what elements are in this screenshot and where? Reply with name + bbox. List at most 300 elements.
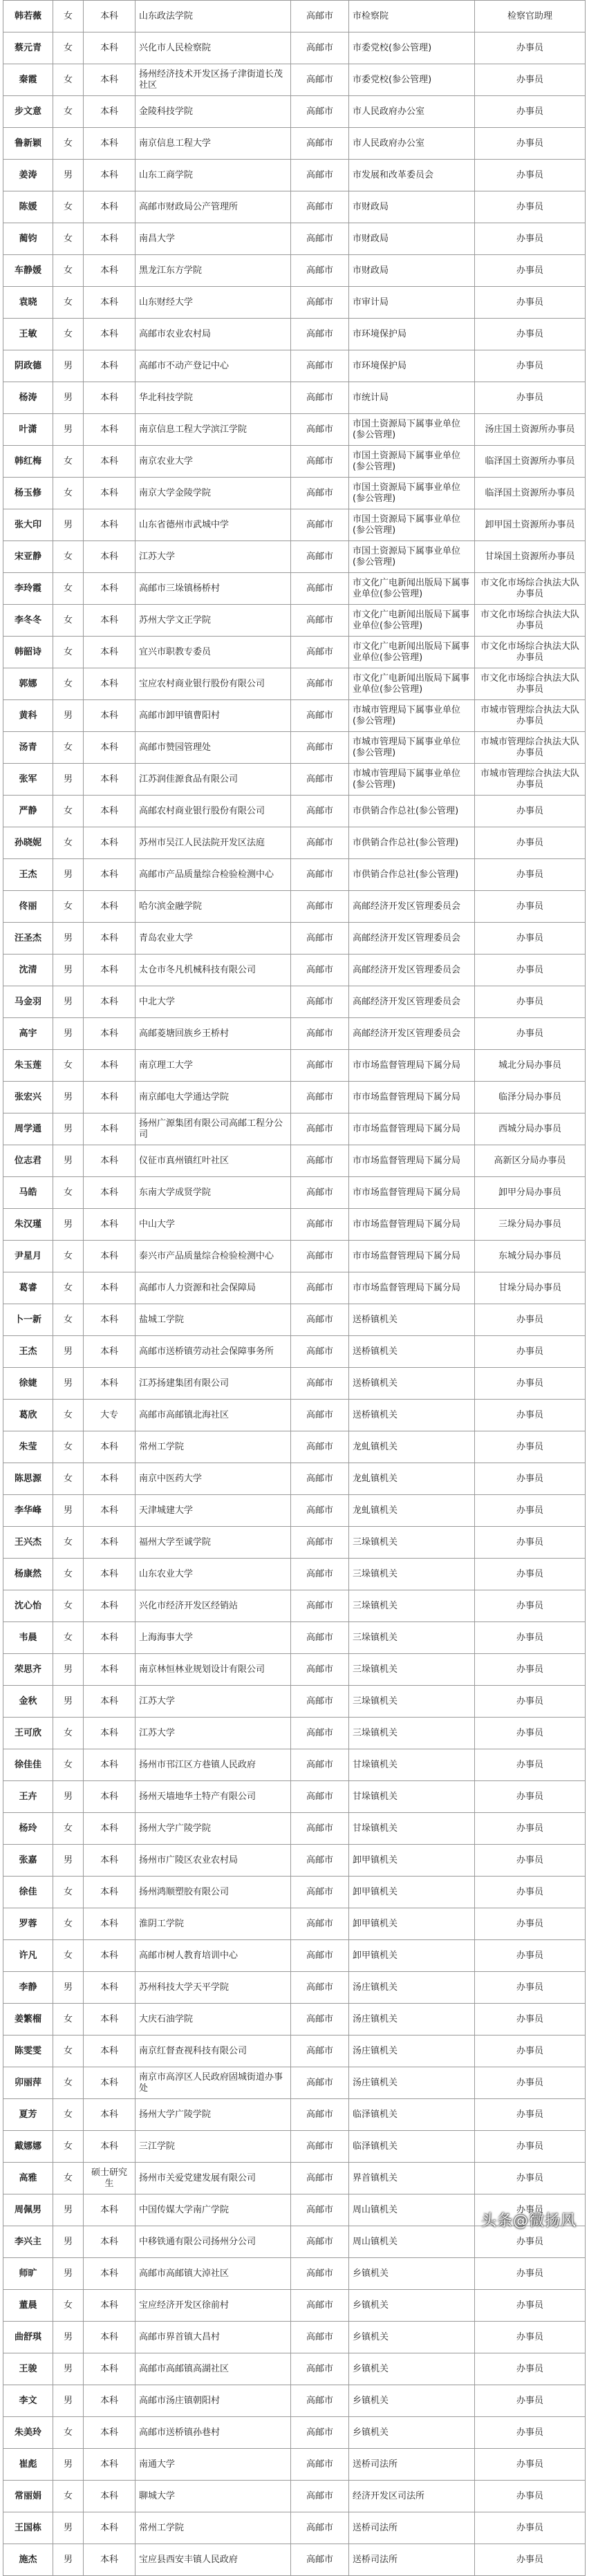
gender-cell: 男 (53, 2258, 84, 2290)
position-cell: 市文化市场综合执法大队办事员 (475, 605, 586, 637)
gender-cell: 女 (53, 255, 84, 287)
table-row (3, 96, 586, 128)
table-row (3, 414, 586, 446)
name-cell: 金秋 (3, 1686, 53, 1718)
gender-cell: 女 (53, 2131, 84, 2163)
employer-cell: 苏州大学文正学院 (135, 605, 291, 637)
education-cell: 本科 (84, 923, 135, 955)
gender-cell: 女 (53, 2036, 84, 2067)
table-row (3, 1686, 586, 1718)
education-cell: 本科 (84, 1113, 135, 1145)
education-cell: 本科 (84, 1368, 135, 1400)
position-cell: 办事员 (475, 1431, 586, 1463)
education-cell: 本科 (84, 2004, 135, 2036)
employer-cell: 常州工学院 (135, 1431, 291, 1463)
table-row (3, 1718, 586, 1749)
education-cell: 本科 (84, 955, 135, 986)
education-cell: 本科 (84, 509, 135, 541)
table-row (3, 446, 586, 478)
name-cell: 宋亚静 (3, 541, 53, 573)
gender-cell: 女 (53, 891, 84, 923)
city-cell: 高邮市 (291, 1718, 349, 1749)
education-cell: 本科 (84, 1495, 135, 1527)
department-cell: 市城市管理局下属事业单位(参公管理) (349, 764, 475, 796)
department-cell: 市委党校(参公管理) (349, 32, 475, 64)
education-cell: 本科 (84, 1908, 135, 1940)
education-cell: 硕士研究生 (84, 2163, 135, 2194)
city-cell: 高邮市 (291, 859, 349, 891)
department-cell: 市检察院 (349, 1, 475, 32)
education-cell: 本科 (84, 1018, 135, 1050)
department-cell: 市市场监督管理局下属分局 (349, 1209, 475, 1241)
table-row (3, 955, 586, 986)
name-cell: 阴政德 (3, 350, 53, 382)
gender-cell: 男 (53, 1336, 84, 1368)
education-cell: 本科 (84, 414, 135, 446)
name-cell: 汤青 (3, 732, 53, 764)
gender-cell: 男 (53, 1145, 84, 1177)
education-cell: 本科 (84, 350, 135, 382)
name-cell: 韩若薇 (3, 1, 53, 32)
name-cell: 师旷 (3, 2258, 53, 2290)
gender-cell: 女 (53, 1718, 84, 1749)
education-cell: 本科 (84, 732, 135, 764)
education-cell: 本科 (84, 796, 135, 827)
name-cell: 高宇 (3, 1018, 53, 1050)
city-cell: 高邮市 (291, 796, 349, 827)
name-cell: 陈雯雯 (3, 2036, 53, 2067)
position-cell: 办事员 (475, 827, 586, 859)
city-cell: 高邮市 (291, 891, 349, 923)
city-cell: 高邮市 (291, 668, 349, 700)
table-row (3, 859, 586, 891)
department-cell: 三垛镇机关 (349, 1622, 475, 1654)
city-cell: 高邮市 (291, 1622, 349, 1654)
city-cell: 高邮市 (291, 2417, 349, 2449)
position-cell: 办事员 (475, 859, 586, 891)
employer-cell: 宜兴市职教专委员 (135, 637, 291, 668)
department-cell: 界首镇机关 (349, 2163, 475, 2194)
table-row (3, 541, 586, 573)
department-cell: 卸甲镇机关 (349, 1845, 475, 1877)
gender-cell: 男 (53, 382, 84, 414)
education-cell: 本科 (84, 2258, 135, 2290)
employer-cell: 南京大学金陵学院 (135, 478, 291, 509)
gender-cell: 男 (53, 2194, 84, 2226)
department-cell: 卸甲镇机关 (349, 1908, 475, 1940)
gender-cell: 女 (53, 1527, 84, 1559)
name-cell: 朱美玲 (3, 2417, 53, 2449)
city-cell: 高邮市 (291, 32, 349, 64)
table-row (3, 891, 586, 923)
position-cell: 办事员 (475, 796, 586, 827)
education-cell: 本科 (84, 2481, 135, 2512)
employer-cell: 宝应农村商业银行股份有限公司 (135, 668, 291, 700)
table-row (3, 1431, 586, 1463)
employer-cell: 山东省德州市武城中学 (135, 509, 291, 541)
gender-cell: 女 (53, 2067, 84, 2099)
position-cell: 卸甲国土资源所办事员 (475, 509, 586, 541)
department-cell: 乡镇机关 (349, 2290, 475, 2322)
table-row (3, 1590, 586, 1622)
name-cell: 李兴主 (3, 2226, 53, 2258)
city-cell: 高邮市 (291, 1781, 349, 1813)
city-cell: 高邮市 (291, 986, 349, 1018)
table-row (3, 255, 586, 287)
department-cell: 三垛镇机关 (349, 1527, 475, 1559)
position-cell: 办事员 (475, 891, 586, 923)
table-row (3, 2322, 586, 2353)
table-row (3, 1209, 586, 1241)
gender-cell: 女 (53, 1050, 84, 1082)
gender-cell: 男 (53, 1495, 84, 1527)
gender-cell: 女 (53, 191, 84, 223)
position-cell: 办事员 (475, 1877, 586, 1908)
position-cell: 办事员 (475, 2512, 586, 2544)
name-cell: 施杰 (3, 2544, 53, 2576)
table-row (3, 637, 586, 668)
employer-cell: 苏州市吴江人民法院开发区法庭 (135, 827, 291, 859)
city-cell: 高邮市 (291, 1336, 349, 1368)
city-cell: 高邮市 (291, 1209, 349, 1241)
name-cell: 张嘉 (3, 1845, 53, 1877)
department-cell: 市国土资源局下属事业单位(参公管理) (349, 414, 475, 446)
table-row (3, 732, 586, 764)
table-row (3, 2290, 586, 2322)
employer-cell: 南京市高淳区人民政府固城街道办事处 (135, 2067, 291, 2099)
education-cell: 大专 (84, 1400, 135, 1431)
gender-cell: 男 (53, 955, 84, 986)
employer-cell: 兴化市经济开发区经销站 (135, 1590, 291, 1622)
department-cell: 汤庄镇机关 (349, 2004, 475, 2036)
name-cell: 王骏 (3, 2353, 53, 2385)
education-cell: 本科 (84, 1241, 135, 1272)
employer-cell: 南京信息工程大学 (135, 128, 291, 160)
department-cell: 市发展和改革委员会 (349, 160, 475, 191)
name-cell: 严静 (3, 796, 53, 827)
position-cell: 办事员 (475, 1018, 586, 1050)
position-cell: 办事员 (475, 1622, 586, 1654)
education-cell: 本科 (84, 986, 135, 1018)
table-row (3, 2004, 586, 2036)
table-row (3, 796, 586, 827)
education-cell: 本科 (84, 1590, 135, 1622)
position-cell: 办事员 (475, 923, 586, 955)
employer-cell: 青岛农业大学 (135, 923, 291, 955)
name-cell: 朱莹 (3, 1431, 53, 1463)
department-cell: 送桥镇机关 (349, 1336, 475, 1368)
name-cell: 陈媛 (3, 191, 53, 223)
position-cell: 办事员 (475, 1908, 586, 1940)
position-cell: 办事员 (475, 1845, 586, 1877)
education-cell: 本科 (84, 1845, 135, 1877)
name-cell: 韦晨 (3, 1622, 53, 1654)
education-cell: 本科 (84, 2322, 135, 2353)
department-cell: 甘垛镇机关 (349, 1781, 475, 1813)
employer-cell: 高邮菱塘回族乡王桥村 (135, 1018, 291, 1050)
education-cell: 本科 (84, 1177, 135, 1209)
position-cell: 办事员 (475, 128, 586, 160)
position-cell: 办事员 (475, 160, 586, 191)
city-cell: 高邮市 (291, 2481, 349, 2512)
employer-cell: 中移铁通有限公司扬州分公司 (135, 2226, 291, 2258)
education-cell: 本科 (84, 1304, 135, 1336)
gender-cell: 女 (53, 1177, 84, 1209)
education-cell: 本科 (84, 827, 135, 859)
table-row (3, 1113, 586, 1145)
employer-cell: 南京中医药大学 (135, 1463, 291, 1495)
gender-cell: 男 (53, 2226, 84, 2258)
department-cell: 乡镇机关 (349, 2322, 475, 2353)
education-cell: 本科 (84, 1, 135, 32)
position-cell: 办事员 (475, 1718, 586, 1749)
gender-cell: 男 (53, 1082, 84, 1113)
department-cell: 龙虬镇机关 (349, 1495, 475, 1527)
gender-cell: 男 (53, 509, 84, 541)
gender-cell: 女 (53, 32, 84, 64)
gender-cell: 女 (53, 1400, 84, 1431)
name-cell: 车静媛 (3, 255, 53, 287)
employer-cell: 山东农业大学 (135, 1559, 291, 1590)
name-cell: 袁晓 (3, 287, 53, 319)
position-cell: 办事员 (475, 2099, 586, 2131)
department-cell: 市国土资源局下属事业单位(参公管理) (349, 509, 475, 541)
position-cell: 办事员 (475, 2544, 586, 2576)
gender-cell: 男 (53, 2385, 84, 2417)
department-cell: 市环境保护局 (349, 350, 475, 382)
gender-cell: 女 (53, 64, 84, 96)
education-cell: 本科 (84, 2131, 135, 2163)
table-row (3, 1050, 586, 1082)
education-cell: 本科 (84, 2417, 135, 2449)
position-cell: 办事员 (475, 2036, 586, 2067)
gender-cell: 男 (53, 986, 84, 1018)
department-cell: 高邮经济开发区管理委员会 (349, 1018, 475, 1050)
position-cell: 办事员 (475, 2322, 586, 2353)
department-cell: 市国土资源局下属事业单位(参公管理) (349, 541, 475, 573)
name-cell: 佟丽 (3, 891, 53, 923)
gender-cell: 男 (53, 923, 84, 955)
employer-cell: 南京理工大学 (135, 1050, 291, 1082)
city-cell: 高邮市 (291, 128, 349, 160)
education-cell: 本科 (84, 859, 135, 891)
education-cell: 本科 (84, 1082, 135, 1113)
city-cell: 高邮市 (291, 1813, 349, 1845)
employer-cell: 宝应经济开发区徐前村 (135, 2290, 291, 2322)
position-cell: 办事员 (475, 2258, 586, 2290)
gender-cell: 男 (53, 1972, 84, 2004)
city-cell: 高邮市 (291, 2258, 349, 2290)
employer-cell: 山东财经大学 (135, 287, 291, 319)
city-cell: 高邮市 (291, 446, 349, 478)
gender-cell: 女 (53, 573, 84, 605)
gender-cell: 男 (53, 350, 84, 382)
education-cell: 本科 (84, 2512, 135, 2544)
position-cell: 市文化市场综合执法大队办事员 (475, 573, 586, 605)
name-cell: 秦霞 (3, 64, 53, 96)
employer-cell: 南京红督查视科技有限公司 (135, 2036, 291, 2067)
department-cell: 送桥司法所 (349, 2512, 475, 2544)
table-row (3, 2099, 586, 2131)
table-row (3, 160, 586, 191)
employer-cell: 高邮市不动产登记中心 (135, 350, 291, 382)
employer-cell: 仪征市真州镇红叶社区 (135, 1145, 291, 1177)
gender-cell: 女 (53, 1908, 84, 1940)
city-cell: 高邮市 (291, 2194, 349, 2226)
education-cell: 本科 (84, 319, 135, 350)
city-cell: 高邮市 (291, 319, 349, 350)
city-cell: 高邮市 (291, 382, 349, 414)
name-cell: 鲁新颖 (3, 128, 53, 160)
gender-cell: 女 (53, 605, 84, 637)
table-row (3, 1654, 586, 1686)
employer-cell: 高邮市财政局公产管理所 (135, 191, 291, 223)
name-cell: 崔彪 (3, 2449, 53, 2481)
department-cell: 市市场监督管理局下属分局 (349, 1113, 475, 1145)
table-row (3, 573, 586, 605)
table-row (3, 700, 586, 732)
table-row (3, 478, 586, 509)
employer-cell: 中国传媒大学南广学院 (135, 2194, 291, 2226)
table-row (3, 1749, 586, 1781)
position-cell: 办事员 (475, 382, 586, 414)
gender-cell: 女 (53, 1559, 84, 1590)
position-cell: 临泽国土资源所办事员 (475, 478, 586, 509)
name-cell: 姜涛 (3, 160, 53, 191)
gender-cell: 男 (53, 2449, 84, 2481)
table-row (3, 1463, 586, 1495)
position-cell: 临泽分局办事员 (475, 1082, 586, 1113)
employer-cell: 淮阴工学院 (135, 1908, 291, 1940)
position-cell: 东城分局办事员 (475, 1241, 586, 1272)
city-cell: 高邮市 (291, 2067, 349, 2099)
table-row (3, 1400, 586, 1431)
department-cell: 送桥司法所 (349, 2449, 475, 2481)
name-cell: 韩韶诗 (3, 637, 53, 668)
table-row (3, 2067, 586, 2099)
city-cell: 高邮市 (291, 1749, 349, 1781)
city-cell: 高邮市 (291, 64, 349, 96)
position-cell: 办事员 (475, 191, 586, 223)
name-cell: 葛睿 (3, 1272, 53, 1304)
position-cell: 办事员 (475, 1972, 586, 2004)
table-row (3, 2131, 586, 2163)
education-cell: 本科 (84, 637, 135, 668)
education-cell: 本科 (84, 605, 135, 637)
gender-cell: 男 (53, 764, 84, 796)
employer-cell: 中山大学 (135, 1209, 291, 1241)
table-row (3, 1527, 586, 1559)
education-cell: 本科 (84, 668, 135, 700)
gender-cell: 男 (53, 1654, 84, 1686)
name-cell: 周学通 (3, 1113, 53, 1145)
position-cell: 市文化市场综合执法大队办事员 (475, 668, 586, 700)
position-cell: 西城分局办事员 (475, 1113, 586, 1145)
employer-cell: 江苏扬建集团有限公司 (135, 1368, 291, 1400)
table-row (3, 764, 586, 796)
employer-cell: 高邮市汤庄镇朝阳村 (135, 2385, 291, 2417)
city-cell: 高邮市 (291, 700, 349, 732)
education-cell: 本科 (84, 160, 135, 191)
employer-cell: 东南大学成贤学院 (135, 1177, 291, 1209)
employer-cell: 高邮市三垛镇杨桥村 (135, 573, 291, 605)
education-cell: 本科 (84, 1336, 135, 1368)
table-row (3, 2353, 586, 2385)
city-cell: 高邮市 (291, 1845, 349, 1877)
table-row (3, 1272, 586, 1304)
education-cell: 本科 (84, 2544, 135, 2576)
education-cell: 本科 (84, 1686, 135, 1718)
city-cell: 高邮市 (291, 2385, 349, 2417)
city-cell: 高邮市 (291, 1241, 349, 1272)
employer-cell: 高邮市卸甲镇曹阳村 (135, 700, 291, 732)
employer-cell: 扬州市广陵区农业农村局 (135, 1845, 291, 1877)
gender-cell: 男 (53, 859, 84, 891)
gender-cell: 女 (53, 541, 84, 573)
department-cell: 市国土资源局下属事业单位(参公管理) (349, 446, 475, 478)
employer-cell: 哈尔滨金融学院 (135, 891, 291, 923)
education-cell: 本科 (84, 1622, 135, 1654)
city-cell: 高邮市 (291, 1018, 349, 1050)
city-cell: 高邮市 (291, 1527, 349, 1559)
employer-cell: 华北科技学院 (135, 382, 291, 414)
city-cell: 高邮市 (291, 1145, 349, 1177)
city-cell: 高邮市 (291, 96, 349, 128)
position-cell: 办事员 (475, 1304, 586, 1336)
city-cell: 高邮市 (291, 1177, 349, 1209)
city-cell: 高邮市 (291, 2512, 349, 2544)
department-cell: 市市场监督管理局下属分局 (349, 1241, 475, 1272)
name-cell: 位志君 (3, 1145, 53, 1177)
name-cell: 王兴杰 (3, 1527, 53, 1559)
table-row (3, 2258, 586, 2290)
position-cell: 办事员 (475, 2353, 586, 2385)
city-cell: 高邮市 (291, 1908, 349, 1940)
department-cell: 市人民政府办公室 (349, 128, 475, 160)
name-cell: 黄科 (3, 700, 53, 732)
gender-cell: 女 (53, 1877, 84, 1908)
table-row (3, 223, 586, 255)
position-cell: 办事员 (475, 2449, 586, 2481)
gender-cell: 女 (53, 2099, 84, 2131)
department-cell: 市财政局 (349, 223, 475, 255)
position-cell: 办事员 (475, 1495, 586, 1527)
employer-cell: 高邮市人力资源和社会保障局 (135, 1272, 291, 1304)
city-cell: 高邮市 (291, 541, 349, 573)
education-cell: 本科 (84, 1527, 135, 1559)
employer-cell: 高邮市高邮镇北海社区 (135, 1400, 291, 1431)
employer-cell: 宝应县西安丰镇人民政府 (135, 2544, 291, 2576)
name-cell: 沈心怡 (3, 1590, 53, 1622)
city-cell: 高邮市 (291, 2544, 349, 2576)
name-cell: 蔺钧 (3, 223, 53, 255)
table-row (3, 191, 586, 223)
name-cell: 常丽娟 (3, 2481, 53, 2512)
position-cell: 办事员 (475, 2004, 586, 2036)
table-row (3, 509, 586, 541)
gender-cell: 女 (53, 446, 84, 478)
city-cell: 高邮市 (291, 1559, 349, 1590)
name-cell: 王杰 (3, 1336, 53, 1368)
city-cell: 高邮市 (291, 1495, 349, 1527)
city-cell: 高邮市 (291, 2004, 349, 2036)
name-cell: 罗蓉 (3, 1908, 53, 1940)
employer-cell: 天津城建大学 (135, 1495, 291, 1527)
education-cell: 本科 (84, 255, 135, 287)
position-cell: 办事员 (475, 223, 586, 255)
education-cell: 本科 (84, 64, 135, 96)
gender-cell: 男 (53, 1113, 84, 1145)
